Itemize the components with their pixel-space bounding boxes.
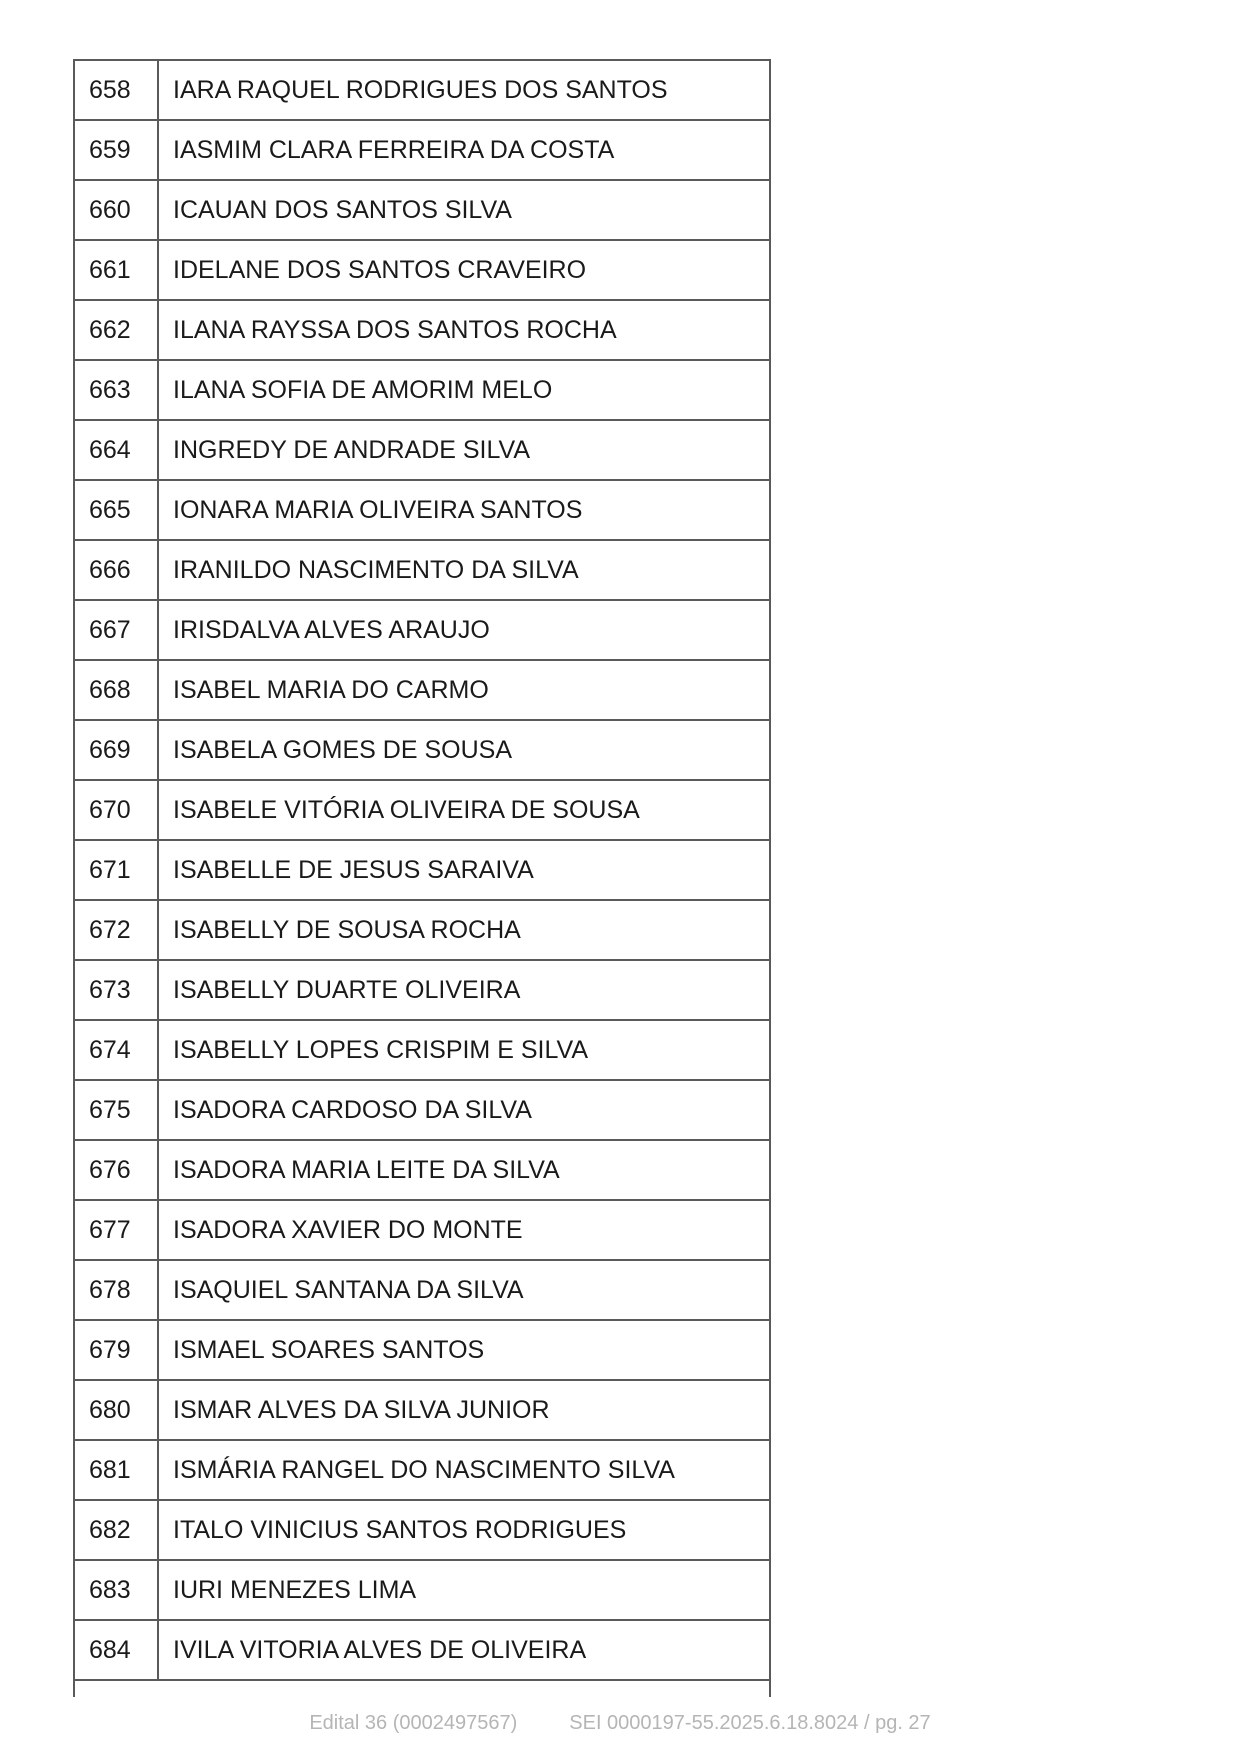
row-number: 667 — [74, 600, 158, 660]
table-row — [74, 720, 770, 780]
row-name: ISAQUIEL SANTANA DA SILVA — [158, 1260, 770, 1320]
row-number: 675 — [74, 1080, 158, 1140]
table-row — [74, 60, 770, 120]
row-number: 680 — [74, 1380, 158, 1440]
row-name: ISMAR ALVES DA SILVA JUNIOR — [158, 1380, 770, 1440]
table-continuation — [73, 1681, 771, 1697]
row-number: 672 — [74, 900, 158, 960]
table-row — [74, 1380, 770, 1440]
row-name: IURI MENEZES LIMA — [158, 1560, 770, 1620]
row-number: 671 — [74, 840, 158, 900]
row-name: ISADORA MARIA LEITE DA SILVA — [158, 1140, 770, 1200]
row-number: 668 — [74, 660, 158, 720]
table-row — [74, 660, 770, 720]
row-number: 683 — [74, 1560, 158, 1620]
row-number: 670 — [74, 780, 158, 840]
row-name: ISABELA GOMES DE SOUSA — [158, 720, 770, 780]
row-number: 662 — [74, 300, 158, 360]
table-row — [74, 240, 770, 300]
row-number: 676 — [74, 1140, 158, 1200]
row-number: 684 — [74, 1620, 158, 1680]
row-number: 674 — [74, 1020, 158, 1080]
table-row — [74, 120, 770, 180]
table-row — [74, 780, 770, 840]
table-row — [74, 1320, 770, 1380]
row-name: IARA RAQUEL RODRIGUES DOS SANTOS — [158, 60, 770, 120]
row-name: ISMÁRIA RANGEL DO NASCIMENTO SILVA — [158, 1440, 770, 1500]
table-row — [74, 600, 770, 660]
table-row — [74, 480, 770, 540]
table-row — [74, 1200, 770, 1260]
table-row — [74, 540, 770, 600]
row-name: ISABELLY DUARTE OLIVEIRA — [158, 960, 770, 1020]
row-number: 658 — [74, 60, 158, 120]
row-name: IASMIM CLARA FERREIRA DA COSTA — [158, 120, 770, 180]
row-name: ITALO VINICIUS SANTOS RODRIGUES — [158, 1500, 770, 1560]
names-table — [73, 59, 771, 1681]
row-name: ISADORA XAVIER DO MONTE — [158, 1200, 770, 1260]
row-number: 682 — [74, 1500, 158, 1560]
row-number: 669 — [74, 720, 158, 780]
row-number: 681 — [74, 1440, 158, 1500]
row-name: IVILA VITORIA ALVES DE OLIVEIRA — [158, 1620, 770, 1680]
footer-process-ref: SEI 0000197-55.2025.6.18.8024 / pg. 27 — [569, 1712, 931, 1734]
row-name: ISMAEL SOARES SANTOS — [158, 1320, 770, 1380]
page-footer — [0, 1712, 1240, 1735]
row-number: 664 — [74, 420, 158, 480]
footer-document-ref: Edital 36 (0002497567) — [309, 1712, 518, 1734]
table-row — [74, 1080, 770, 1140]
row-name: IRISDALVA ALVES ARAUJO — [158, 600, 770, 660]
table-row — [74, 360, 770, 420]
row-name: ISABELLE DE JESUS SARAIVA — [158, 840, 770, 900]
table-row — [74, 1440, 770, 1500]
row-name: ISADORA CARDOSO DA SILVA — [158, 1080, 770, 1140]
row-number: 663 — [74, 360, 158, 420]
row-number: 661 — [74, 240, 158, 300]
row-number: 660 — [74, 180, 158, 240]
row-number: 677 — [74, 1200, 158, 1260]
row-number: 678 — [74, 1260, 158, 1320]
table-row — [74, 1500, 770, 1560]
row-name: ISABELLY LOPES CRISPIM E SILVA — [158, 1020, 770, 1080]
row-name: ISABELE VITÓRIA OLIVEIRA DE SOUSA — [158, 780, 770, 840]
table-row — [74, 420, 770, 480]
table-row — [74, 1620, 770, 1680]
row-name: IONARA MARIA OLIVEIRA SANTOS — [158, 480, 770, 540]
row-number: 666 — [74, 540, 158, 600]
table-row — [74, 1560, 770, 1620]
row-name: ICAUAN DOS SANTOS SILVA — [158, 180, 770, 240]
row-name: IDELANE DOS SANTOS CRAVEIRO — [158, 240, 770, 300]
row-name: ILANA SOFIA DE AMORIM MELO — [158, 360, 770, 420]
table-row — [74, 960, 770, 1020]
table-row — [74, 840, 770, 900]
table-row — [74, 180, 770, 240]
row-name: ISABEL MARIA DO CARMO — [158, 660, 770, 720]
row-number: 665 — [74, 480, 158, 540]
row-name: IRANILDO NASCIMENTO DA SILVA — [158, 540, 770, 600]
table-row — [74, 300, 770, 360]
table-row — [74, 1140, 770, 1200]
row-number: 673 — [74, 960, 158, 1020]
row-name: ISABELLY DE SOUSA ROCHA — [158, 900, 770, 960]
row-name: ILANA RAYSSA DOS SANTOS ROCHA — [158, 300, 770, 360]
names-table-body — [74, 60, 770, 1680]
row-name: INGREDY DE ANDRADE SILVA — [158, 420, 770, 480]
table-row — [74, 900, 770, 960]
row-number: 679 — [74, 1320, 158, 1380]
row-number: 659 — [74, 120, 158, 180]
table-row — [74, 1260, 770, 1320]
table-row — [74, 1020, 770, 1080]
